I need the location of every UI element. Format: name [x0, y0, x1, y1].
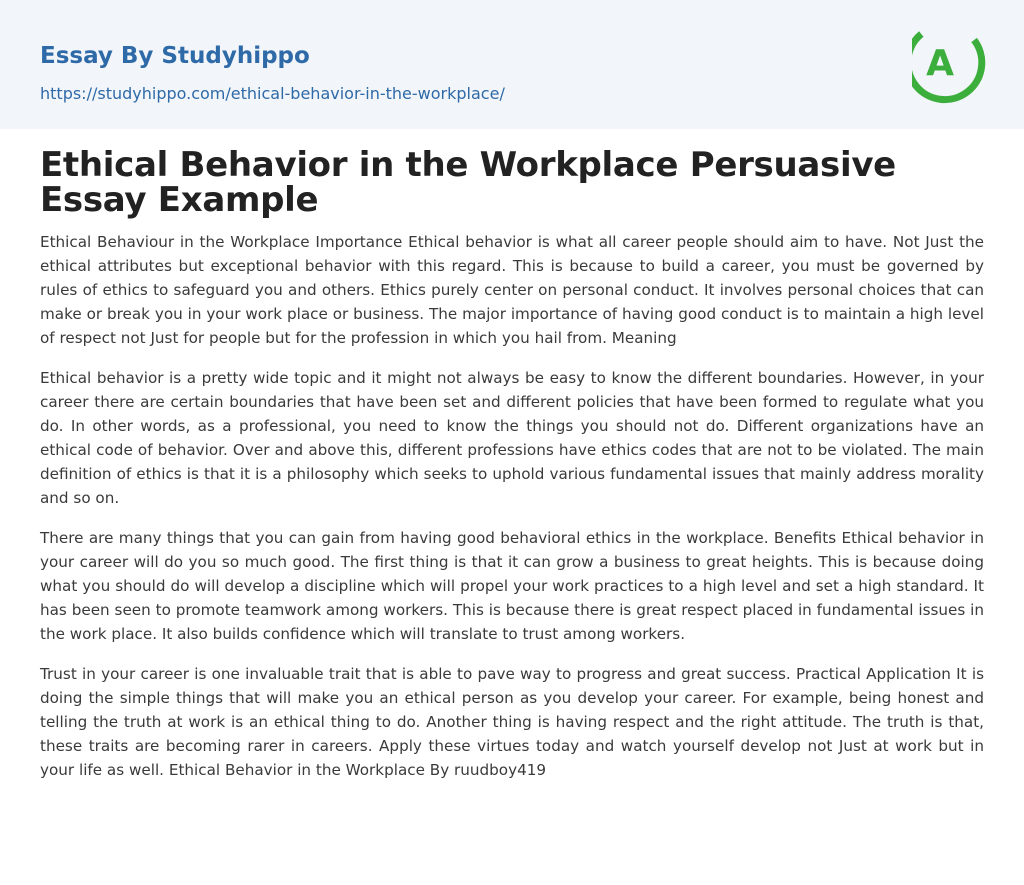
site-header [0, 0, 1024, 129]
article-paragraph: There are many things that you can gain from having good behavioral ethics in the workplace. Benefits Ethical behavior in your career will do you so much good. The first thing is that it can grow a business to great heights. This is because doing what you should do will develop a discipline which will propel your work practices to a high level and set a high standard. It has been seen to promote teamwork among workers. This is because there is great respect placed in fundamental issues in the work place. It also builds confidence which will translate to trust among workers. [40, 529, 984, 643]
article-paragraph: Ethical Behaviour in the Workplace Importance Ethical behavior is what all career people should aim to have. Not Just the ethical attributes but exceptional behavior with this regard. This is because to build a career, you must be governed by rules of ethics to safeguard you and others. Ethics purely center on personal conduct. It involves personal choices that can make or break you in your work place or business. The major importance of having good conduct is to maintain a high level of respect not Just for people but for the profession in which you hail from. Meaning [40, 233, 984, 347]
page-url-link[interactable]: https://studyhippo.com/ethical-behavior-in-the-workplace/ [40, 84, 505, 103]
article-title: Ethical Behavior in the Workplace Persuasive Essay Example [40, 145, 896, 220]
logo-letter: A [926, 43, 954, 84]
studyhippo-logo-icon[interactable] [912, 20, 986, 104]
article [40, 145, 984, 798]
article-paragraph: Trust in your career is one invaluable trait that is able to pave way to progress and great success. Practical Application It is doing the simple things that will make you an ethical person as you develop your career. For example, being honest and telling the truth at work is an ethical thing to do. Another thing is having respect and the right attitude. The truth is that, these traits are becoming rarer in careers. Apply these virtues today and watch yourself develop not Just at work but in your life as well. Ethical Behavior in the Workplace By ruudboy419 [40, 665, 984, 779]
article-paragraph: Ethical behavior is a pretty wide topic and it might not always be easy to know the different boundaries. However, in your career there are certain boundaries that have been set and different policies that have been formed to regulate what you do. In other words, as a professional, you need to know the things you should not do. Different organizations have an ethical code of behavior. Over and above this, different professions have ethics codes that are not to be violated. The main definition of ethics is that it is a philosophy which seeks to uphold various fundamental issues that mainly address morality and so on. [40, 369, 984, 507]
article-body [40, 230, 984, 782]
site-brand[interactable]: Essay By Studyhippo [40, 43, 310, 69]
